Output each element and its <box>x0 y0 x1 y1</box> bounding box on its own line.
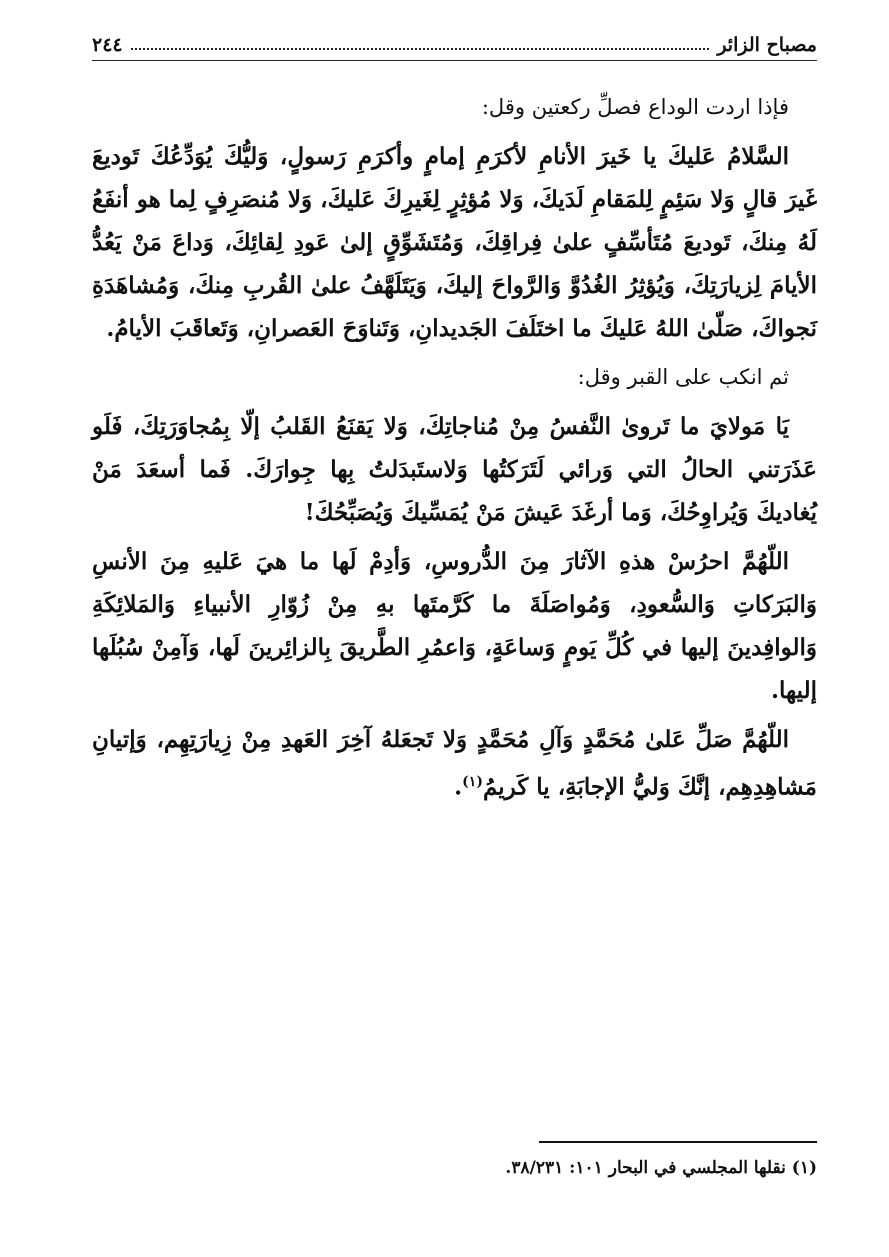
prayer-protect-traces: اللّهُمَّ احرُسْ هذهِ الآثارَ مِنَ الدُّروسِ، وَأدِمْ لَها ما هيَ عَليهِ مِنَ الأنسِ وَالبَرَكاتِ وَالسُّعودِ، وَمُواصَلَةَ ما كَرَّمتَها بهِ مِنْ زُوّارِ الأنبياءِ وَالمَلائِكَةِ وَالوافِدينَ إليها في كُلِّ يَومٍ وَساعَةٍ، وَاعمُرِ الطَّريقَ بِالزائِرينَ لَها، وَآمِنْ سُبُلَها إليها. <box>92 548 817 704</box>
header-rule <box>92 60 817 61</box>
prayer-closing-end: . <box>454 773 463 801</box>
prayer-closing <box>92 718 817 809</box>
page-header <box>92 30 817 60</box>
page-body <box>92 86 817 815</box>
prayer-closing-text: اللّهُمَّ صَلِّ عَلىٰ مُحَمَّدٍ وَآلِ مُحَمَّدٍ وَلا تَجعَلهُ آخِرَ العَهدِ مِنْ زِيارَتِهِم، وَإتيانِ مَشاهِدِهِم، إنَّكَ وَليُّ الإجابَةِ، يا كَريمُ <box>92 726 817 801</box>
page-number: ٢٤٤ <box>92 34 123 56</box>
footnote: (١) نقلها المجلسي في البحار ١٠١: ٣٨/٢٣١. <box>505 1158 817 1178</box>
prayer-farewell: السَّلامُ عَليكَ يا خَيرَ الأنامِ لأكرَمِ إمامٍ وأكرَمِ رَسولٍ، وَليُّكَ يُوَدِّعُكَ تَوديعَ غَيرَ قالٍ وَلا سَئِمٍ لِلمَقامِ لَدَيكَ، وَلا مُؤثِرٍ لِغَيرِكَ عَليكَ، وَلا مُنصَرِفٍ لِما هو أنفَعُ لَهُ مِنكَ، تَوديعَ مُتَأسِّفٍ علىٰ فِراقِكَ، وَمُتَشَوِّقٍ إلىٰ عَودِ لِقائِكَ، وَداعَ مَنْ يَعُدُّ الأيامَ لِزيارَتِكَ، وَيُؤثِرُ الغُدُوَّ وَالرَّواحَ إليكَ، وَيَتَلَهَّفُ علىٰ القُربِ مِنكَ، وَمُشاهَدَةِ نَجواكَ، صَلّىٰ اللهُ عَليكَ ما اختَلَفَ الجَديدانِ، وَتَناوَحَ العَصرانِ، وَتَعاقَبَ الأيامُ. <box>92 143 817 342</box>
book-title: مصباح الزائر <box>717 34 817 56</box>
footnote-reference: (١) <box>462 774 483 790</box>
instruction-farewell: فإذا اردت الوداع فصلِّ ركعتين وقل: <box>481 95 789 119</box>
footnote-rule <box>539 1141 817 1143</box>
header-leader-dots <box>131 48 710 50</box>
prayer-munajat: يَا مَولايَ ما تَروىٰ النَّفسُ مِنْ مُناجاتِكَ، وَلا يَقنَعُ القَلبُ إلّا بِمُجاوَرَتِكَ، فَلَو عَذَرَتني الحالُ التي وَرائي لَتَرَكتُها وَلاستَبدَلتُ بِها جِوارَكَ. فَما أسعَدَ مَنْ يُغاديكَ وَيُراوِحُكَ، وَما أرغَدَ عَيشَ مَنْ يُمَسِّيكَ وَيُصَبِّحُكَ! <box>92 413 817 526</box>
instruction-grave: ثم انكب على القبر وقل: <box>577 365 789 389</box>
